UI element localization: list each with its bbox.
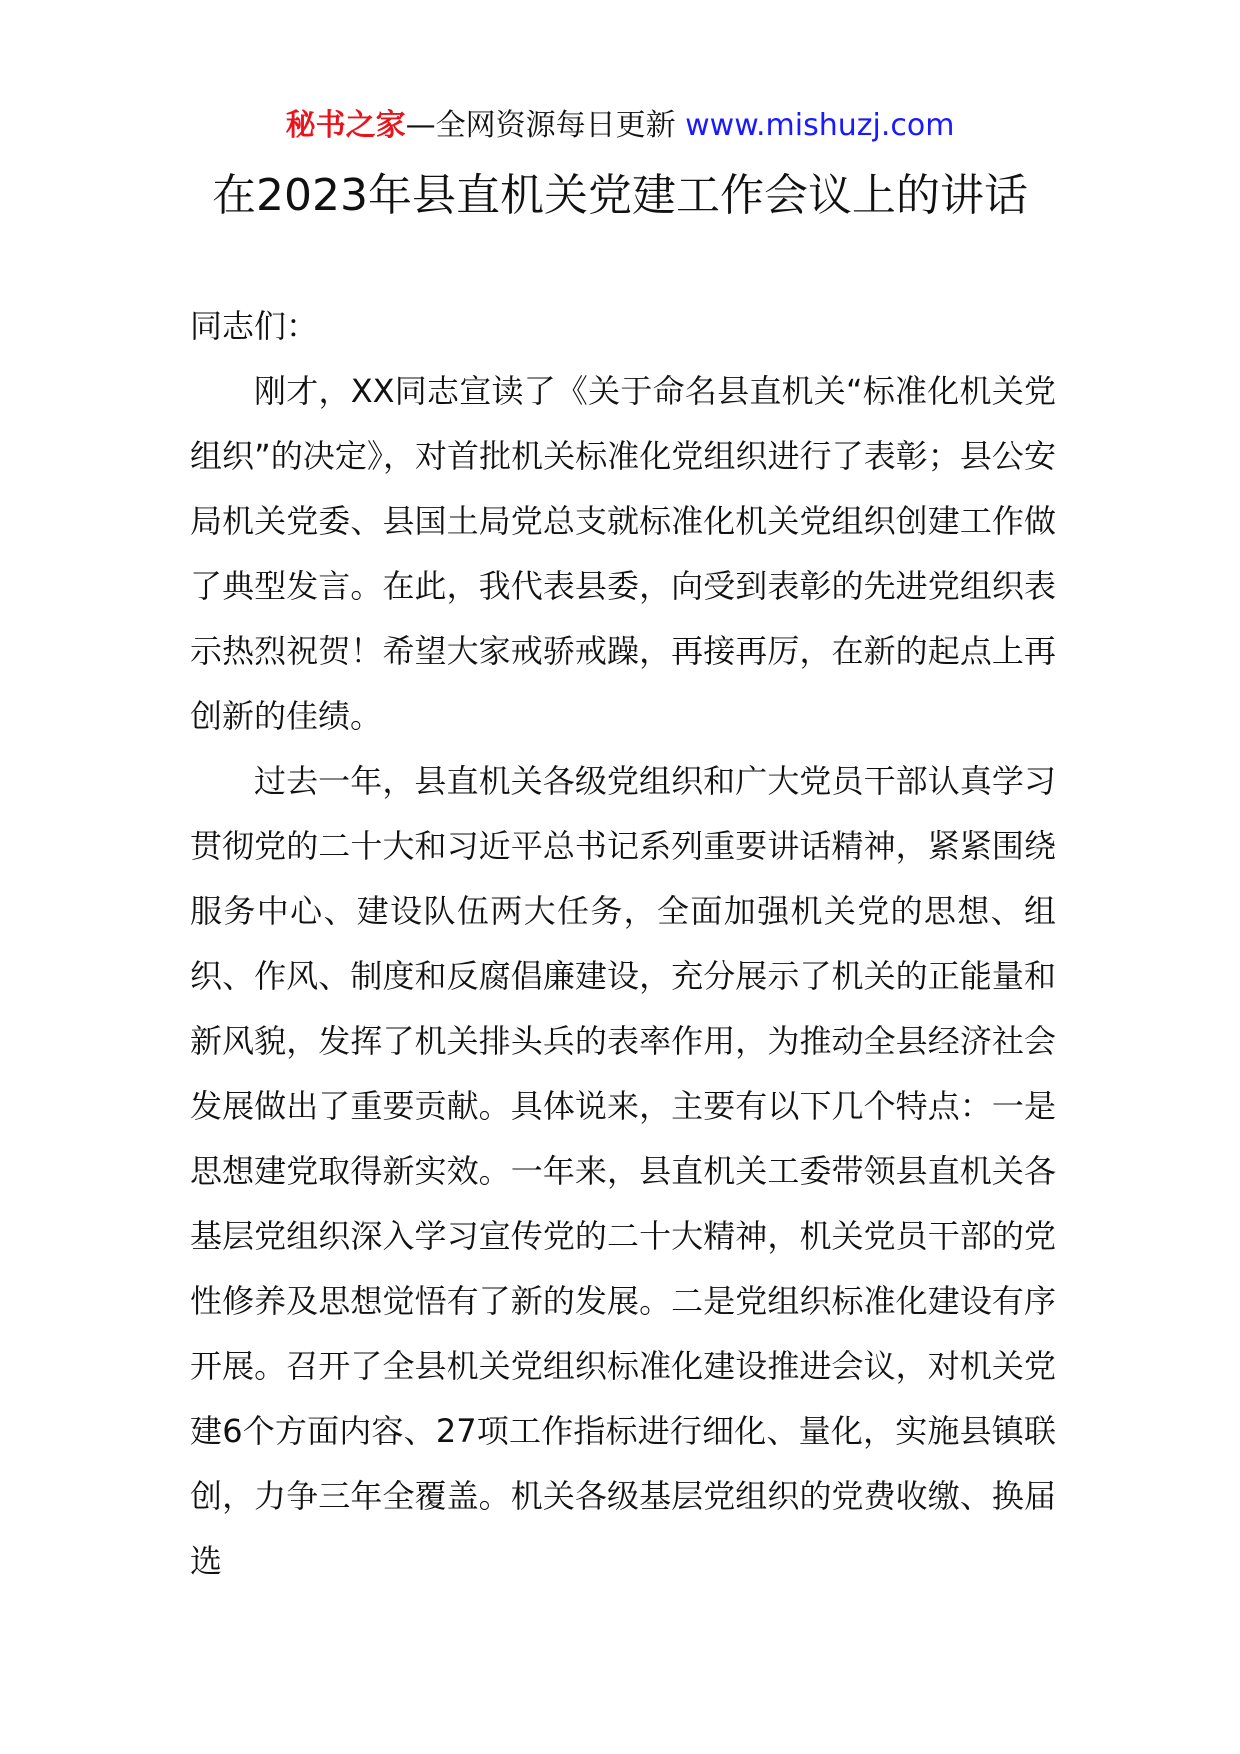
site-url-link[interactable]: www.mishuzj.com: [685, 108, 955, 143]
site-brand: 秘书之家: [285, 108, 406, 143]
paragraph-2: 过去一年，县直机关各级党组织和广大党员干部认真学习贯彻党的二十大和习近平总书记系列重要讲话精神，紧紧围绕服务中心、建设队伍两大任务，全面加强机关党的思想、组织、作风、制度和反腐倡廉建设，充分展示了机关的正能量和新风貌，发挥了机关排头兵的表率作用，为推动全县经济社会发展做出了重要贡献。具体说来，主要有以下几个特点：一是思想建党取得新实效。一年来，县直机关工委带领县直机关各基层党组织深入学习宣传党的二十大精神，机关党员干部的党性修养及思想觉悟有了新的发展。二是党组织标准化建设有序开展。召开了全县机关党组织标准化建设推进会议，对机关党建6个方面内容、27项工作指标进行细化、量化，实施县镇联创，力争三年全覆盖。机关各级基层党组织的党费收缴、换届选: [190, 762, 1056, 1580]
document-title: 在2023年县直机关党建工作会议上的讲话: [212, 170, 1028, 221]
site-header: [0, 104, 1240, 148]
salutation: 同志们：: [190, 307, 319, 345]
site-slogan: —全网资源每日更新: [405, 108, 676, 143]
paragraph-1: 刚才，XX同志宣读了《关于命名县直机关“标准化机关党组织”的决定》，对首批机关标准化党组织进行了表彰；县公安局机关党委、县国土局党总支就标准化机关党组织创建工作做了典型发言。在此，我代表县委，向受到表彰的先进党组织表示热烈祝贺！希望大家戒骄戒躁，再接再厉，在新的起点上再创新的佳绩。: [190, 372, 1056, 735]
document-body: [190, 294, 1056, 1594]
